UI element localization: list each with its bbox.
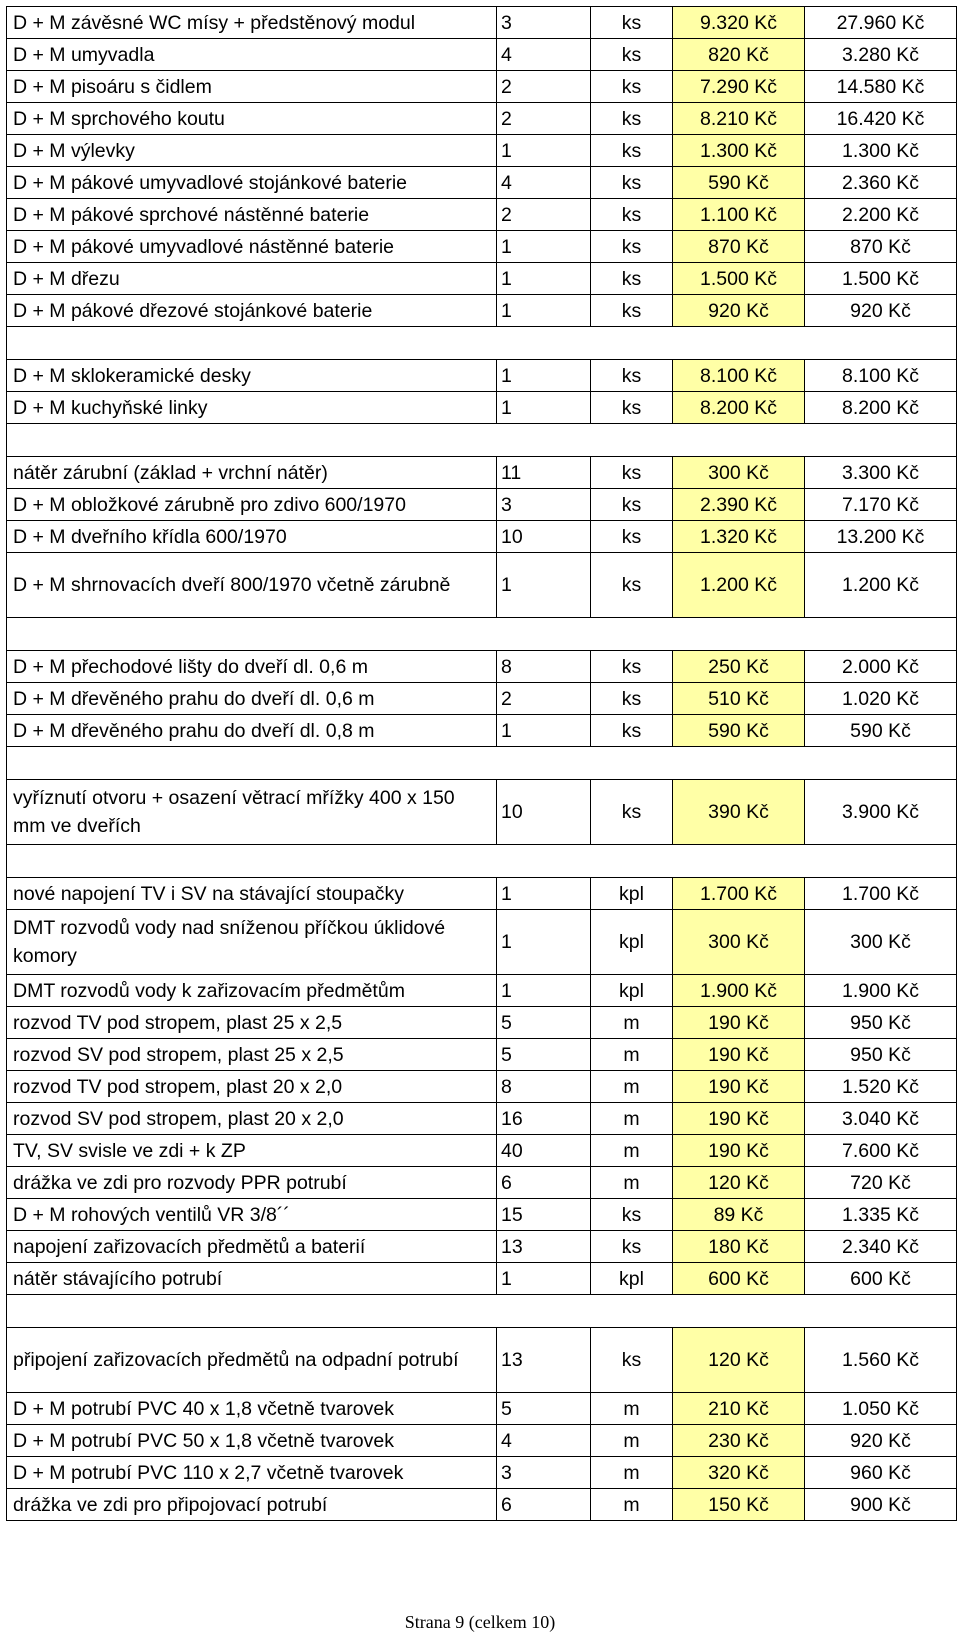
table-row <box>7 489 957 521</box>
qty-cell: 5 <box>497 1393 591 1425</box>
name-cell: D + M umyvadla <box>7 39 497 71</box>
name-cell: nové napojení TV i SV na stávající stoupačky <box>7 878 497 910</box>
qty-cell: 3 <box>497 1457 591 1489</box>
qty-cell: 8 <box>497 651 591 683</box>
price-table-body <box>7 7 957 1521</box>
unit-cell: ks <box>591 1199 673 1231</box>
qty-cell: 11 <box>497 457 591 489</box>
unit-cell: m <box>591 1457 673 1489</box>
total-cell: 2.360 Kč <box>805 167 957 199</box>
name-cell: rozvod TV pod stropem, plast 20 x 2,0 <box>7 1071 497 1103</box>
name-cell: D + M přechodové lišty do dveří dl. 0,6 m <box>7 651 497 683</box>
name-cell: D + M potrubí PVC 40 x 1,8 včetně tvarovek <box>7 1393 497 1425</box>
name-cell: D + M pisoáru s čidlem <box>7 71 497 103</box>
unit-cell: ks <box>591 167 673 199</box>
section-gap-row <box>7 1295 957 1328</box>
table-row <box>7 910 957 975</box>
total-cell: 8.100 Kč <box>805 360 957 392</box>
unit-cell: m <box>591 1039 673 1071</box>
qty-cell: 6 <box>497 1489 591 1521</box>
table-row <box>7 392 957 424</box>
qty-cell: 10 <box>497 521 591 553</box>
unit-cell: ks <box>591 360 673 392</box>
name-cell: rozvod SV pod stropem, plast 20 x 2,0 <box>7 1103 497 1135</box>
total-cell: 7.170 Kč <box>805 489 957 521</box>
price-cell: 1.200 Kč <box>673 553 805 618</box>
unit-cell: ks <box>591 263 673 295</box>
qty-cell: 5 <box>497 1007 591 1039</box>
table-row <box>7 1135 957 1167</box>
table-row <box>7 1457 957 1489</box>
unit-cell: ks <box>591 295 673 327</box>
name-cell: D + M pákové umyvadlové stojánkové baterie <box>7 167 497 199</box>
price-cell: 1.100 Kč <box>673 199 805 231</box>
unit-cell: ks <box>591 71 673 103</box>
unit-cell: ks <box>591 651 673 683</box>
total-cell: 920 Kč <box>805 1425 957 1457</box>
table-row <box>7 1071 957 1103</box>
table-row <box>7 521 957 553</box>
name-cell: připojení zařizovacích předmětů na odpadní potrubí <box>7 1328 497 1393</box>
table-row <box>7 1393 957 1425</box>
price-cell: 150 Kč <box>673 1489 805 1521</box>
total-cell: 720 Kč <box>805 1167 957 1199</box>
qty-cell: 1 <box>497 975 591 1007</box>
qty-cell: 40 <box>497 1135 591 1167</box>
table-row <box>7 1199 957 1231</box>
price-cell: 7.290 Kč <box>673 71 805 103</box>
qty-cell: 2 <box>497 103 591 135</box>
total-cell: 16.420 Kč <box>805 103 957 135</box>
total-cell: 3.040 Kč <box>805 1103 957 1135</box>
table-row <box>7 878 957 910</box>
price-cell: 1.700 Kč <box>673 878 805 910</box>
qty-cell: 1 <box>497 295 591 327</box>
qty-cell: 16 <box>497 1103 591 1135</box>
name-cell: D + M dřevěného prahu do dveří dl. 0,8 m <box>7 715 497 747</box>
price-cell: 820 Kč <box>673 39 805 71</box>
price-cell: 190 Kč <box>673 1135 805 1167</box>
total-cell: 1.560 Kč <box>805 1328 957 1393</box>
table-row <box>7 167 957 199</box>
total-cell: 1.050 Kč <box>805 1393 957 1425</box>
name-cell: TV, SV svisle ve zdi + k ZP <box>7 1135 497 1167</box>
table-row <box>7 71 957 103</box>
qty-cell: 2 <box>497 683 591 715</box>
name-cell: DMT rozvodů vody k zařizovacím předmětům <box>7 975 497 1007</box>
price-cell: 1.320 Kč <box>673 521 805 553</box>
unit-cell: m <box>591 1135 673 1167</box>
section-gap-row <box>7 845 957 878</box>
total-cell: 1.520 Kč <box>805 1071 957 1103</box>
price-cell: 1.300 Kč <box>673 135 805 167</box>
qty-cell: 13 <box>497 1328 591 1393</box>
unit-cell: ks <box>591 39 673 71</box>
name-cell: D + M obložkové zárubně pro zdivo 600/1970 <box>7 489 497 521</box>
name-cell: D + M potrubí PVC 50 x 1,8 včetně tvarovek <box>7 1425 497 1457</box>
qty-cell: 1 <box>497 135 591 167</box>
price-cell: 300 Kč <box>673 457 805 489</box>
qty-cell: 1 <box>497 715 591 747</box>
page-footer: Strana 9 (celkem 10) <box>404 1612 556 1632</box>
unit-cell: ks <box>591 199 673 231</box>
qty-cell: 2 <box>497 71 591 103</box>
unit-cell: m <box>591 1489 673 1521</box>
total-cell: 8.200 Kč <box>805 392 957 424</box>
total-cell: 14.580 Kč <box>805 71 957 103</box>
unit-cell: kpl <box>591 975 673 1007</box>
price-cell: 120 Kč <box>673 1328 805 1393</box>
price-cell: 870 Kč <box>673 231 805 263</box>
qty-cell: 3 <box>497 7 591 39</box>
gap-cell <box>7 1295 957 1328</box>
name-cell: D + M pákové umyvadlové nástěnné baterie <box>7 231 497 263</box>
unit-cell: ks <box>591 231 673 263</box>
total-cell: 300 Kč <box>805 910 957 975</box>
table-row <box>7 975 957 1007</box>
total-cell: 13.200 Kč <box>805 521 957 553</box>
total-cell: 3.900 Kč <box>805 780 957 845</box>
name-cell: D + M dveřního křídla 600/1970 <box>7 521 497 553</box>
gap-cell <box>7 424 957 457</box>
qty-cell: 1 <box>497 392 591 424</box>
qty-cell: 2 <box>497 199 591 231</box>
price-table <box>6 6 957 1521</box>
table-row <box>7 7 957 39</box>
table-row <box>7 683 957 715</box>
qty-cell: 5 <box>497 1039 591 1071</box>
qty-cell: 1 <box>497 1263 591 1295</box>
unit-cell: ks <box>591 457 673 489</box>
qty-cell: 13 <box>497 1231 591 1263</box>
table-row <box>7 263 957 295</box>
table-row <box>7 1328 957 1393</box>
price-cell: 89 Kč <box>673 1199 805 1231</box>
gap-cell <box>7 845 957 878</box>
table-row <box>7 1263 957 1295</box>
total-cell: 1.700 Kč <box>805 878 957 910</box>
name-cell: D + M sprchového koutu <box>7 103 497 135</box>
name-cell: DMT rozvodů vody nad sníženou příčkou úklidové komory <box>7 910 497 975</box>
total-cell: 7.600 Kč <box>805 1135 957 1167</box>
price-cell: 600 Kč <box>673 1263 805 1295</box>
price-list-page <box>6 6 956 1521</box>
table-row <box>7 1167 957 1199</box>
unit-cell: kpl <box>591 1263 673 1295</box>
total-cell: 870 Kč <box>805 231 957 263</box>
table-row <box>7 457 957 489</box>
name-cell: rozvod TV pod stropem, plast 25 x 2,5 <box>7 1007 497 1039</box>
table-row <box>7 780 957 845</box>
table-row <box>7 360 957 392</box>
unit-cell: ks <box>591 103 673 135</box>
name-cell: napojení zařizovacích předmětů a baterií <box>7 1231 497 1263</box>
qty-cell: 1 <box>497 878 591 910</box>
unit-cell: ks <box>591 135 673 167</box>
table-row <box>7 103 957 135</box>
unit-cell: ks <box>591 1328 673 1393</box>
unit-cell: kpl <box>591 878 673 910</box>
total-cell: 1.335 Kč <box>805 1199 957 1231</box>
price-cell: 510 Kč <box>673 683 805 715</box>
unit-cell: m <box>591 1007 673 1039</box>
qty-cell: 4 <box>497 167 591 199</box>
unit-cell: m <box>591 1167 673 1199</box>
price-cell: 2.390 Kč <box>673 489 805 521</box>
price-cell: 1.900 Kč <box>673 975 805 1007</box>
unit-cell: ks <box>591 1231 673 1263</box>
total-cell: 960 Kč <box>805 1457 957 1489</box>
total-cell: 900 Kč <box>805 1489 957 1521</box>
price-cell: 8.100 Kč <box>673 360 805 392</box>
unit-cell: m <box>591 1425 673 1457</box>
price-cell: 190 Kč <box>673 1071 805 1103</box>
table-row <box>7 1039 957 1071</box>
price-cell: 300 Kč <box>673 910 805 975</box>
table-row <box>7 553 957 618</box>
price-cell: 250 Kč <box>673 651 805 683</box>
price-cell: 920 Kč <box>673 295 805 327</box>
unit-cell: ks <box>591 489 673 521</box>
gap-cell <box>7 327 957 360</box>
table-row <box>7 1231 957 1263</box>
total-cell: 920 Kč <box>805 295 957 327</box>
section-gap-row <box>7 424 957 457</box>
name-cell: D + M dřevěného prahu do dveří dl. 0,6 m <box>7 683 497 715</box>
total-cell: 950 Kč <box>805 1007 957 1039</box>
total-cell: 3.280 Kč <box>805 39 957 71</box>
price-cell: 9.320 Kč <box>673 7 805 39</box>
total-cell: 1.020 Kč <box>805 683 957 715</box>
price-cell: 590 Kč <box>673 167 805 199</box>
total-cell: 1.300 Kč <box>805 135 957 167</box>
table-row <box>7 295 957 327</box>
unit-cell: ks <box>591 553 673 618</box>
unit-cell: m <box>591 1393 673 1425</box>
total-cell: 1.500 Kč <box>805 263 957 295</box>
price-cell: 180 Kč <box>673 1231 805 1263</box>
name-cell: D + M závěsné WC mísy + předstěnový modul <box>7 7 497 39</box>
qty-cell: 3 <box>497 489 591 521</box>
unit-cell: ks <box>591 715 673 747</box>
total-cell: 590 Kč <box>805 715 957 747</box>
table-row <box>7 1007 957 1039</box>
total-cell: 27.960 Kč <box>805 7 957 39</box>
qty-cell: 6 <box>497 1167 591 1199</box>
unit-cell: ks <box>591 683 673 715</box>
price-cell: 320 Kč <box>673 1457 805 1489</box>
name-cell: D + M potrubí PVC 110 x 2,7 včetně tvarovek <box>7 1457 497 1489</box>
price-cell: 190 Kč <box>673 1039 805 1071</box>
name-cell: D + M kuchyňské linky <box>7 392 497 424</box>
qty-cell: 1 <box>497 263 591 295</box>
name-cell: D + M sklokeramické desky <box>7 360 497 392</box>
qty-cell: 15 <box>497 1199 591 1231</box>
total-cell: 2.200 Kč <box>805 199 957 231</box>
table-row <box>7 1425 957 1457</box>
price-cell: 8.210 Kč <box>673 103 805 135</box>
gap-cell <box>7 747 957 780</box>
section-gap-row <box>7 618 957 651</box>
section-gap-row <box>7 747 957 780</box>
total-cell: 950 Kč <box>805 1039 957 1071</box>
qty-cell: 4 <box>497 39 591 71</box>
name-cell: rozvod SV pod stropem, plast 25 x 2,5 <box>7 1039 497 1071</box>
unit-cell: ks <box>591 7 673 39</box>
total-cell: 3.300 Kč <box>805 457 957 489</box>
section-gap-row <box>7 327 957 360</box>
table-row <box>7 715 957 747</box>
name-cell: D + M dřezu <box>7 263 497 295</box>
name-cell: drážka ve zdi pro rozvody PPR potrubí <box>7 1167 497 1199</box>
unit-cell: m <box>591 1071 673 1103</box>
table-row <box>7 135 957 167</box>
qty-cell: 1 <box>497 910 591 975</box>
qty-cell: 8 <box>497 1071 591 1103</box>
name-cell: nátěr stávajícího potrubí <box>7 1263 497 1295</box>
total-cell: 2.340 Kč <box>805 1231 957 1263</box>
price-cell: 1.500 Kč <box>673 263 805 295</box>
total-cell: 600 Kč <box>805 1263 957 1295</box>
total-cell: 1.900 Kč <box>805 975 957 1007</box>
total-cell: 2.000 Kč <box>805 651 957 683</box>
table-row <box>7 651 957 683</box>
unit-cell: m <box>591 1103 673 1135</box>
qty-cell: 1 <box>497 360 591 392</box>
name-cell: D + M pákové sprchové nástěnné baterie <box>7 199 497 231</box>
price-cell: 190 Kč <box>673 1007 805 1039</box>
gap-cell <box>7 618 957 651</box>
qty-cell: 4 <box>497 1425 591 1457</box>
table-row <box>7 39 957 71</box>
name-cell: D + M rohových ventilů VR 3/8´´ <box>7 1199 497 1231</box>
table-row <box>7 1103 957 1135</box>
unit-cell: ks <box>591 780 673 845</box>
name-cell: D + M výlevky <box>7 135 497 167</box>
price-cell: 190 Kč <box>673 1103 805 1135</box>
unit-cell: ks <box>591 392 673 424</box>
price-cell: 210 Kč <box>673 1393 805 1425</box>
unit-cell: kpl <box>591 910 673 975</box>
unit-cell: ks <box>591 521 673 553</box>
price-cell: 8.200 Kč <box>673 392 805 424</box>
name-cell: D + M shrnovacích dveří 800/1970 včetně zárubně <box>7 553 497 618</box>
price-cell: 590 Kč <box>673 715 805 747</box>
qty-cell: 1 <box>497 553 591 618</box>
price-cell: 120 Kč <box>673 1167 805 1199</box>
name-cell: nátěr zárubní (základ + vrchní nátěr) <box>7 457 497 489</box>
price-cell: 390 Kč <box>673 780 805 845</box>
qty-cell: 1 <box>497 231 591 263</box>
table-row <box>7 231 957 263</box>
price-cell: 230 Kč <box>673 1425 805 1457</box>
name-cell: D + M pákové dřezové stojánkové baterie <box>7 295 497 327</box>
qty-cell: 10 <box>497 780 591 845</box>
name-cell: vyříznutí otvoru + osazení větrací mřížky 400 x 150 mm ve dveřích <box>7 780 497 845</box>
table-row <box>7 1489 957 1521</box>
total-cell: 1.200 Kč <box>805 553 957 618</box>
name-cell: drážka ve zdi pro připojovací potrubí <box>7 1489 497 1521</box>
table-row <box>7 199 957 231</box>
